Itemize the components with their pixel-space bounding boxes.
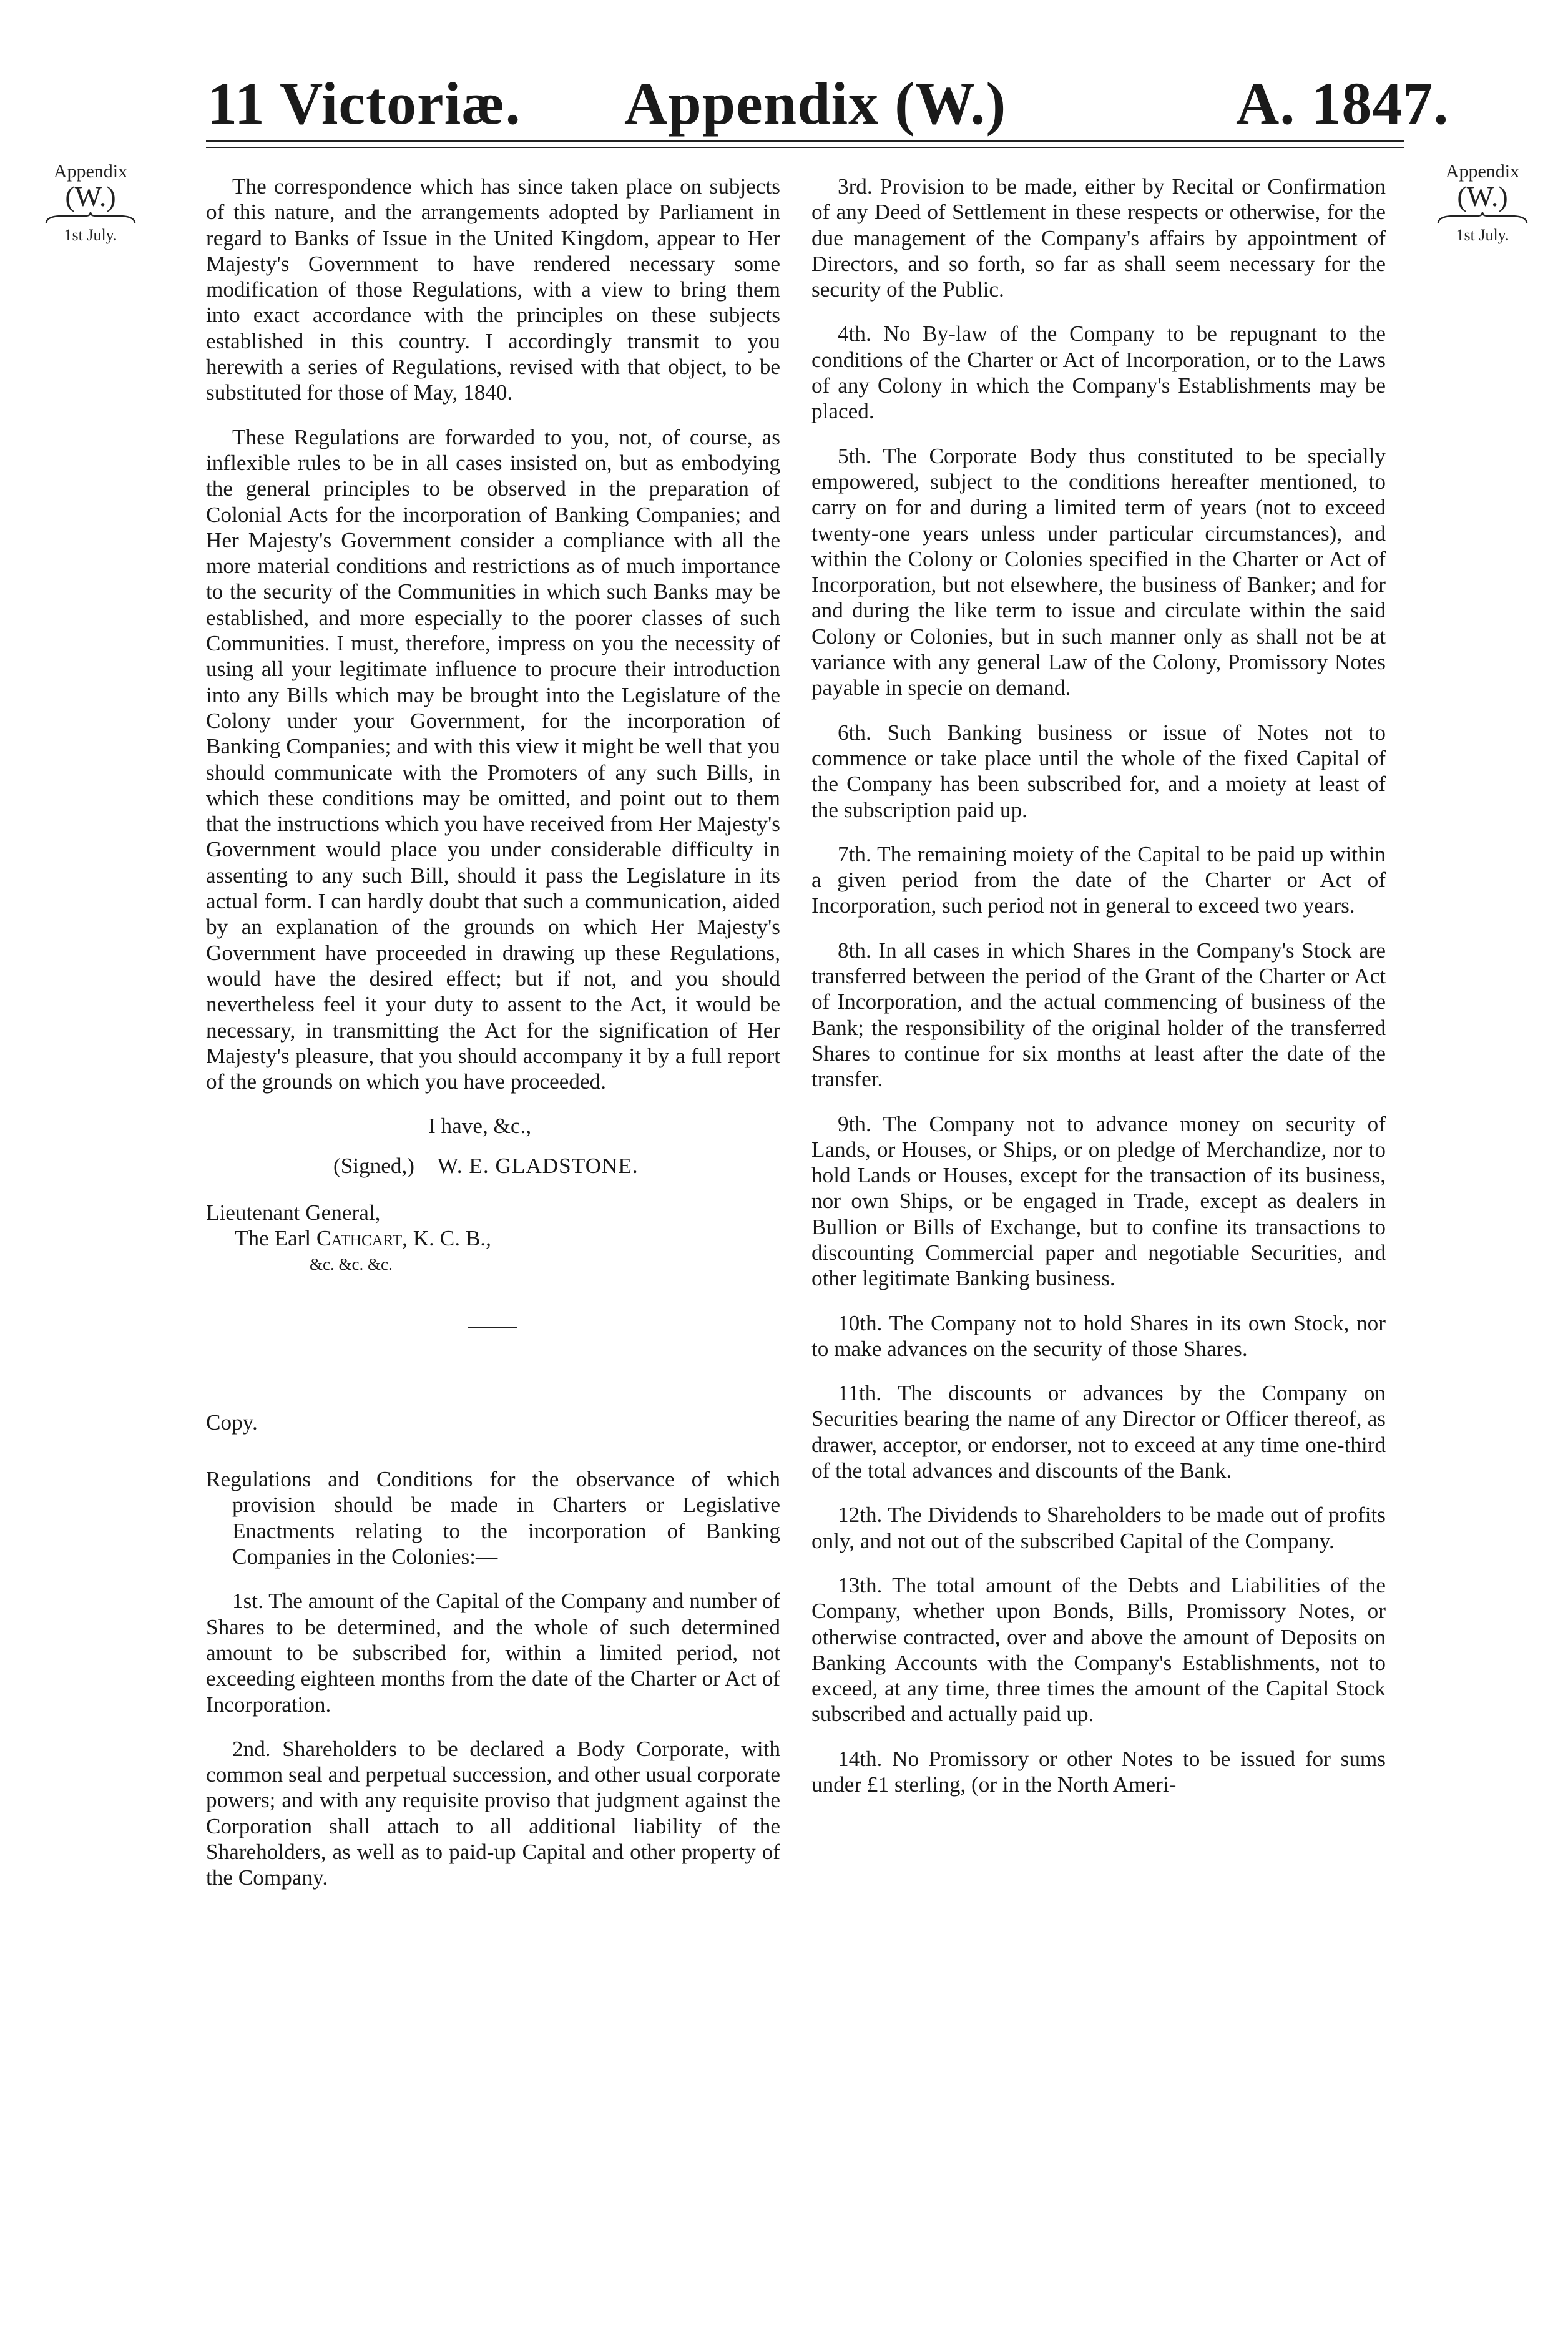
regulation-item: 3rd. Provision to be made, either by Recital or Confirmation of any Deed of Settlement in these respects or otherwise, for the due management of the Company's affairs by appointment of Directors, and so forth, so far as shall seem necessary for the security of the Public. xyxy=(811,174,1386,302)
signed-label: (Signed,) xyxy=(333,1153,414,1178)
regulations-intro: Regulations and Conditions for the observance of which provision should be made in Charters or Legislative Enactments relating to the incorporation of Banking Companies in the Colonies:— xyxy=(206,1467,780,1569)
regulation-item: 5th. The Corporate Body thus constituted to be specially empowered, subject to the conditions hereafter mentioned, to carry on for and during a limited term of years (not to exceed twenty-one years unless under particular circumstances), and within the Colony or Colonies specified in the Charter or Act of Incorporation, but not elsewhere, the business of Banker; and for and during the like term to issue and circulate within the said Colony or Colonies, but in such manner only as shall not be at variance with any general Law of the Colony, Promissory Notes payable in specie on demand. xyxy=(811,443,1386,700)
header-year: A. 1847. xyxy=(1236,70,1449,137)
regulation-item: 12th. The Dividends to Shareholders to be made out of profits only, and not out of the subscribed Capital of the Company. xyxy=(811,1503,1386,1553)
regulation-item: 10th. The Company not to hold Shares in its own Stock, nor to make advances on the security of those Shares. xyxy=(811,1310,1386,1361)
addressee-name xyxy=(206,1225,780,1251)
addressee-title: Lieutenant General, xyxy=(206,1200,381,1225)
signatory-name: W. E. GLADSTONE. xyxy=(437,1153,639,1178)
addressee-honours: , K. C. B., xyxy=(402,1226,491,1251)
margin-note-right xyxy=(1436,161,1529,245)
regulation-item: 14th. No Promissory or other Notes to be issued for sums under £1 sterling, (or in the North Ameri- xyxy=(811,1746,1386,1797)
addressee-prefix: The Earl xyxy=(235,1226,316,1251)
body-paragraph: These Regulations are forwarded to you, not, of course, as inflexible rules to be in all cases insisted on, but as embodying the general principles to be observed in the preparation of Colonial Acts for the incorporation of Banking Companies; and Her Majesty's Government consider a compliance with all the more material conditions and restrictions as of much importance to the security of the Communities in which such Banks may be established, and more especially to the poorer classes of such Communities. I must, therefore, impress on you the necessity of using all your legitimate influence to procure their introduction into any Bills which may be brought into the Legislature of the Colony under your Government, for the incorporation of Banking Companies; and with this view it might be well that you should communicate with the Promoters of any such Bills, in which these conditions may be omitted, and point out to them that the instructions which you have received from Her Majesty's Government would place you under considerable difficulty in assenting to any such Bill, should it pass the Legislature in its actual form. I can hardly doubt that such a communication, aided by an explanation of the grounds on which Her Majesty's Government have proceeded in drawing up these Regulations, would have the desired effect; but if not, and you should nevertheless feel it your duty to assent to the Act, it would be necessary, in transmitting the Act for the signification of Her Majesty's pleasure, that you should accompany it by a full report of the grounds on which you have proceeded. xyxy=(206,424,780,1094)
brace-icon xyxy=(44,211,137,226)
closing-line: I have, &c., xyxy=(428,1114,532,1139)
regulation-item: 6th. Such Banking business or issue of Notes not to commence or take place until the whole of the fixed Capital of the Company has been subscribed for, and a moiety at least of the subscription paid up. xyxy=(811,720,1386,822)
margin-note-date: 1st July. xyxy=(64,226,117,244)
addressee-surname: Cathcart xyxy=(316,1226,403,1251)
margin-note-date: 1st July. xyxy=(1456,226,1509,244)
header-rule-thin xyxy=(206,147,1404,148)
margin-note-label: Appendix xyxy=(1445,161,1520,182)
regulation-item: 4th. No By-law of the Company to be repugnant to the conditions of the Charter or Act of Incorporation, or to the Laws of any Colony in which the Company's Establishments may be placed. xyxy=(811,321,1386,424)
left-column xyxy=(206,174,780,1910)
margin-note-label: Appendix xyxy=(53,161,128,182)
margin-note-left xyxy=(44,161,137,245)
brace-icon xyxy=(1436,211,1529,226)
header-appendix-title: Appendix (W.) xyxy=(624,70,1007,137)
copy-label: Copy. xyxy=(206,1410,258,1435)
regulation-item: 7th. The remaining moiety of the Capital to be paid up within a given period from the date of the Charter or Act of Incorporation, such period not in general to exceed two years. xyxy=(811,842,1386,918)
header-rule-thick xyxy=(206,140,1404,142)
regulation-item: 11th. The discounts or advances by the Company on Securities bearing the name of any Director or Officer thereof, as drawer, acceptor, or endorser, not to exceed at any time one-third of the total advances and discounts of the Bank. xyxy=(811,1381,1386,1483)
regulation-item: 8th. In all cases in which Shares in the Company's Stock are transferred between the period of the Grant of the Charter or Act of Incorporation, and the actual commencing of business of the Bank; the responsibility of the original holder of the transferred Shares to continue for six months at least after the date of the transfer. xyxy=(811,938,1386,1092)
signature-line xyxy=(206,1153,780,1179)
regulation-item: 2nd. Shareholders to be declared a Body Corporate, with common seal and perpetual succession, and other usual corporate powers; and with any requisite proviso that judgment against the Corporation shall attach to all additional liability of the Shareholders, as well as to paid-up Capital and other property of the Company. xyxy=(206,1736,780,1890)
section-separator xyxy=(468,1327,517,1328)
header-regnal-year: 11 Victoriæ. xyxy=(207,70,521,137)
margin-note-letter: (W.) xyxy=(65,180,116,212)
body-paragraph: The correspondence which has since taken place on subjects of this nature, and the arrangements adopted by Parliament in regard to Banks of Issue in the United Kingdom, appear to Her Majesty's Government to have rendered necessary some modification of those Regulations, with a view to bring them into exact accordance with the principles on these subjects established in this country. I accordingly transmit to you herewith a series of Regulations, revised with that object, to be substituted for those of May, 1840. xyxy=(206,174,780,405)
addressee-etc: &c. &c. &c. xyxy=(310,1254,393,1273)
margin-note-letter: (W.) xyxy=(1457,180,1508,212)
regulation-item: 1st. The amount of the Capital of the Company and number of Shares to be determined, and the whole of such determined amount to be subscribed for, within a limited period, not exceeding eighteen months from the date of the Charter or Act of Incorporation. xyxy=(206,1589,780,1717)
regulation-item: 13th. The total amount of the Debts and Liabilities of the Company, whether upon Bonds, Bills, Promissory Notes, or otherwise contracted, over and above the amount of Deposits on Banking Accounts with the Company's Establishments, not to exceed, at any time, three times the amount of the Capital Stock subscribed and actually paid up. xyxy=(811,1573,1386,1727)
right-column xyxy=(811,174,1386,1816)
regulation-item: 9th. The Company not to advance money on security of Lands, or Houses, or Ships, or on pledge of Merchandize, nor to hold Lands or Houses, except for the transaction of its business, nor own Ships, or be engaged in Trade, except as dealers in Bullion or Bills of Exchange, but to confine its transactions to discounting Commercial paper and negotiable Securities, and other legitimate Banking business. xyxy=(811,1111,1386,1291)
